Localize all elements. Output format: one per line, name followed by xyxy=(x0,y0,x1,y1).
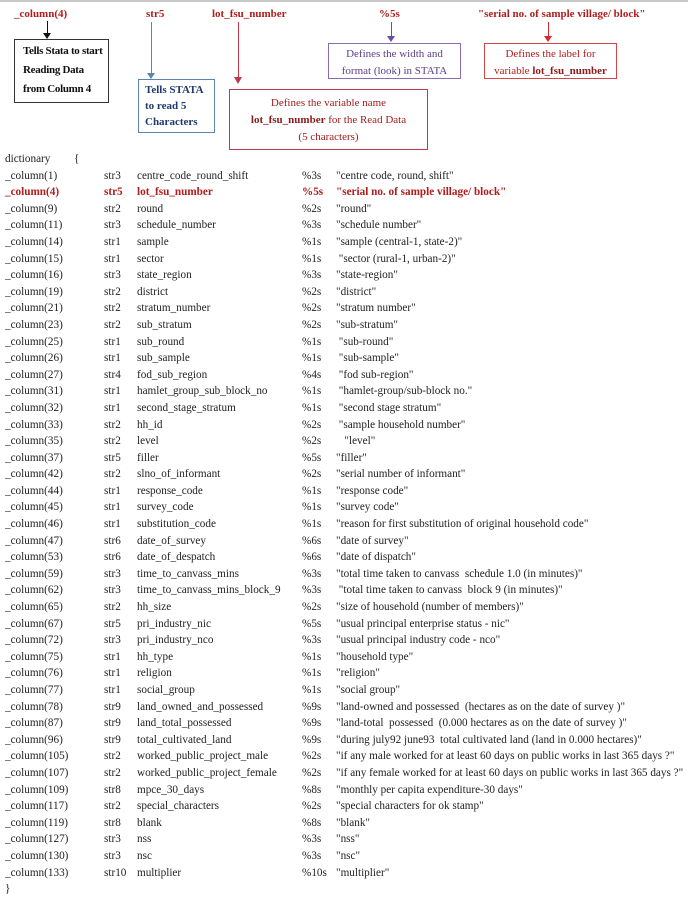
display-format: %1s xyxy=(302,501,322,514)
box-column-line: from Column 4 xyxy=(23,83,92,95)
arrow-format xyxy=(391,22,392,37)
annotation-box-column xyxy=(14,39,109,103)
column-spec: _column(105) xyxy=(5,750,69,763)
storage-type: str3 xyxy=(104,567,121,580)
dictionary-row xyxy=(5,732,688,749)
display-format: %2s xyxy=(302,302,322,315)
storage-type: str6 xyxy=(104,534,121,547)
box-type-line: Characters xyxy=(145,116,198,128)
display-format: %10s xyxy=(302,866,327,879)
arrow-type xyxy=(151,22,152,74)
variable-name: hh_type xyxy=(137,650,174,663)
variable-name: response_code xyxy=(137,484,203,497)
variable-label: "nsc" xyxy=(336,849,361,862)
column-spec: _column(76) xyxy=(5,667,63,680)
dictionary-row xyxy=(5,284,688,301)
column-spec: _column(42) xyxy=(5,468,63,481)
display-format: %9s xyxy=(302,733,322,746)
variable-name: round xyxy=(137,202,164,215)
dictionary-row xyxy=(5,715,688,732)
display-format: %5s xyxy=(302,186,324,199)
dictionary-row xyxy=(5,383,688,400)
column-spec: _column(133) xyxy=(5,866,69,879)
display-format: %6s xyxy=(302,534,322,547)
storage-type: str3 xyxy=(104,169,121,182)
variable-label: "response code" xyxy=(336,484,409,497)
dictionary-row xyxy=(5,251,688,268)
stata-dictionary xyxy=(5,151,688,897)
column-spec: _column(77) xyxy=(5,684,63,696)
open-brace: { xyxy=(74,153,80,165)
variable-label: "land-owned and possessed (hectares as on the date of survey )" xyxy=(336,700,626,713)
box-name-line3: (5 characters) xyxy=(298,131,359,143)
variable-name: land_total_possessed xyxy=(137,717,232,730)
storage-type: str2 xyxy=(104,766,121,779)
variable-label: "multiplier" xyxy=(336,866,390,879)
variable-name: fod_sub_region xyxy=(137,368,208,381)
storage-type: str1 xyxy=(104,650,121,663)
box-varlabel-varname: lot_fsu_number xyxy=(532,65,607,77)
variable-name: stratum_number xyxy=(137,302,211,315)
arrow-head-name-icon xyxy=(234,77,242,84)
dictionary-row xyxy=(5,682,688,699)
dictionary-row xyxy=(5,201,688,218)
dictionary-row xyxy=(5,499,688,516)
storage-type: str1 xyxy=(104,385,121,398)
dictionary-row xyxy=(5,267,688,284)
dictionary-row xyxy=(5,516,688,533)
variable-name: total_cultivated_land xyxy=(137,733,232,746)
variable-name: district xyxy=(137,285,169,298)
storage-type: str5 xyxy=(104,186,123,199)
close-brace: } xyxy=(5,883,11,896)
column-spec: _column(27) xyxy=(5,368,63,381)
variable-name: hh_id xyxy=(137,418,163,431)
variable-label: "second stage stratum" xyxy=(336,401,442,414)
display-format: %1s xyxy=(302,352,322,365)
display-format: %2s xyxy=(302,202,322,215)
column-spec: _column(37) xyxy=(5,451,63,464)
variable-label: "fod sub-region" xyxy=(336,368,414,381)
dictionary-row xyxy=(5,234,688,251)
box-type-line: to read 5 xyxy=(145,100,187,112)
column-spec: _column(127) xyxy=(5,833,69,846)
display-format: %3s xyxy=(302,833,322,846)
storage-type: str3 xyxy=(104,269,121,282)
column-spec: _column(4) xyxy=(5,186,60,199)
display-format: %1s xyxy=(302,518,322,531)
column-spec: _column(117) xyxy=(5,800,68,813)
display-format: %3s xyxy=(302,567,322,580)
box-varlabel-line1: Defines the label for xyxy=(505,48,596,60)
display-format: %3s xyxy=(302,219,322,232)
variable-label: "total time taken to canvass block 9 (in minutes)" xyxy=(336,584,563,597)
display-format: %5s xyxy=(302,451,322,464)
variable-name: hamlet_group_sub_block_no xyxy=(137,385,268,398)
storage-type: str9 xyxy=(104,717,121,730)
annotation-box-name xyxy=(229,89,428,150)
variable-label: "level" xyxy=(336,435,376,448)
column-spec: _column(78) xyxy=(5,700,63,713)
variable-label: "blank" xyxy=(336,816,370,829)
column-spec: _column(44) xyxy=(5,484,63,497)
variable-name: level xyxy=(137,435,159,448)
column-spec: _column(11) xyxy=(5,219,63,232)
storage-type: str1 xyxy=(104,401,121,414)
column-spec: _column(33) xyxy=(5,418,63,431)
variable-name: mpce_30_days xyxy=(137,783,205,796)
display-format: %2s xyxy=(302,418,322,431)
variable-name: religion xyxy=(137,667,172,680)
variable-name: sample xyxy=(137,235,169,248)
display-format: %9s xyxy=(302,700,322,713)
variable-name: second_stage_stratum xyxy=(137,401,236,414)
storage-type: str1 xyxy=(104,484,121,497)
variable-label: "sample (central-1, state-2)" xyxy=(336,235,463,248)
storage-type: str9 xyxy=(104,700,121,713)
display-format: %8s xyxy=(302,783,322,796)
display-format: %3s xyxy=(302,584,322,597)
storage-type: str2 xyxy=(104,750,121,763)
variable-label: "date of survey" xyxy=(336,534,409,547)
box-column-line: Tells Stata to start xyxy=(23,45,103,57)
display-format: %1s xyxy=(302,335,322,348)
variable-name: state_region xyxy=(137,269,192,282)
dictionary-row xyxy=(5,483,688,500)
storage-type: str4 xyxy=(104,368,121,381)
variable-label: "sub-round" xyxy=(336,335,394,348)
column-spec: _column(119) xyxy=(5,816,68,829)
column-spec: _column(109) xyxy=(5,783,69,796)
storage-type: str2 xyxy=(104,302,121,315)
top-border xyxy=(0,0,688,2)
variable-label: "round" xyxy=(336,202,372,215)
dictionary-row xyxy=(5,599,688,616)
variable-label: "district" xyxy=(336,285,377,298)
display-format: %3s xyxy=(302,634,322,647)
column-spec: _column(19) xyxy=(5,285,63,298)
storage-type: str1 xyxy=(104,352,121,365)
dictionary-header xyxy=(5,151,688,168)
variable-name: nss xyxy=(137,833,152,846)
dictionary-row xyxy=(5,184,688,201)
storage-type: str1 xyxy=(104,667,121,680)
variable-label: "schedule number" xyxy=(336,219,422,232)
variable-label: "usual principal industry code - nco" xyxy=(336,634,501,647)
variable-label: "sub-sample" xyxy=(336,352,399,365)
variable-name: substitution_code xyxy=(137,518,216,531)
display-format: %2s xyxy=(302,468,322,481)
variable-label: "religion" xyxy=(336,667,380,680)
annotation-varlabel-label: "serial no. of sample village/ block" xyxy=(478,8,646,20)
box-name-line2-rest: for the Read Data xyxy=(325,114,407,126)
dictionary-row xyxy=(5,168,688,185)
storage-type: str1 xyxy=(104,501,121,514)
variable-label: "nss" xyxy=(336,833,360,846)
dictionary-row xyxy=(5,848,688,865)
storage-type: str8 xyxy=(104,783,121,796)
storage-type: str3 xyxy=(104,219,121,232)
dictionary-row xyxy=(5,748,688,765)
variable-name: sub_stratum xyxy=(137,318,192,331)
storage-type: str1 xyxy=(104,235,121,248)
storage-type: str1 xyxy=(104,335,121,348)
storage-type: str2 xyxy=(104,435,121,448)
storage-type: str5 xyxy=(104,617,121,630)
dictionary-row xyxy=(5,334,688,351)
arrow-varlabel xyxy=(548,22,549,37)
storage-type: str3 xyxy=(104,849,121,862)
variable-label: "reason for first substitution of original household code" xyxy=(336,518,589,531)
column-spec: _column(75) xyxy=(5,650,63,663)
variable-name: date_of_despatch xyxy=(137,551,216,564)
display-format: %2s xyxy=(302,601,322,614)
dictionary-row xyxy=(5,815,688,832)
column-spec: _column(87) xyxy=(5,717,63,730)
box-name-line2 xyxy=(230,112,427,129)
variable-name: special_characters xyxy=(137,800,219,813)
storage-type: str2 xyxy=(104,418,121,431)
arrow-name xyxy=(238,22,239,78)
storage-type: str2 xyxy=(104,601,121,614)
display-format: %1s xyxy=(302,484,322,497)
variable-name: nsc xyxy=(137,849,152,862)
variable-name: worked_public_project_female xyxy=(137,766,277,779)
storage-type: str2 xyxy=(104,285,121,298)
column-spec: _column(14) xyxy=(5,235,63,248)
variable-label: "household type" xyxy=(336,650,414,663)
column-spec: _column(23) xyxy=(5,318,63,331)
column-spec: _column(9) xyxy=(5,202,58,215)
variable-label: "sample household number" xyxy=(336,418,466,431)
storage-type: str2 xyxy=(104,318,121,331)
column-spec: _column(1) xyxy=(5,169,58,182)
column-spec: _column(15) xyxy=(5,252,63,265)
box-varlabel-line2 xyxy=(485,63,616,80)
variable-label: "survey code" xyxy=(336,501,399,514)
column-spec: _column(96) xyxy=(5,733,63,746)
variable-label: "hamlet-group/sub-block no." xyxy=(336,385,473,398)
variable-label: "filler" xyxy=(336,451,367,464)
display-format: %1s xyxy=(302,650,322,663)
column-spec: _column(32) xyxy=(5,401,63,414)
display-format: %1s xyxy=(302,667,322,680)
dictionary-row xyxy=(5,616,688,633)
variable-name: schedule_number xyxy=(137,219,216,232)
dictionary-row xyxy=(5,649,688,666)
display-format: %2s xyxy=(302,766,322,779)
column-spec: _column(65) xyxy=(5,601,63,614)
variable-name: hh_size xyxy=(137,601,172,614)
annotation-box-type xyxy=(138,79,215,133)
variable-label: "sector (rural-1, urban-2)" xyxy=(336,252,456,265)
annotation-type-label: str5 xyxy=(146,8,165,20)
column-spec: _column(35) xyxy=(5,435,63,448)
column-spec: _column(21) xyxy=(5,302,63,315)
dictionary-row xyxy=(5,582,688,599)
variable-label: "serial number of informant" xyxy=(336,468,466,481)
display-format: %6s xyxy=(302,551,322,564)
storage-type: str5 xyxy=(104,451,121,464)
variable-label: "if any male worked for at least 60 days on public works in last 365 days ?" xyxy=(336,750,675,763)
box-name-varname: lot_fsu_number xyxy=(250,114,326,126)
dictionary-row xyxy=(5,317,688,334)
arrow-head-varlabel-icon xyxy=(544,36,552,42)
dictionary-row xyxy=(5,450,688,467)
display-format: %2s xyxy=(302,750,322,763)
storage-type: str10 xyxy=(104,866,127,879)
variable-name: sub_sample xyxy=(137,352,190,365)
box-column-line: Reading Data xyxy=(23,64,84,76)
variable-label: "if any female worked for at least 60 days on public works in last 365 days ?" xyxy=(336,766,684,779)
variable-name: date_of_survey xyxy=(137,534,206,547)
dictionary-row xyxy=(5,217,688,234)
variable-label: "special characters for ok stamp" xyxy=(336,800,484,813)
storage-type: str3 xyxy=(104,634,121,647)
annotation-box-format xyxy=(328,43,461,79)
display-format: %8s xyxy=(302,816,322,829)
dictionary-rows xyxy=(5,168,688,882)
variable-label: "total time taken to canvass schedule 1.0 (in minutes)" xyxy=(336,567,583,580)
dictionary-row xyxy=(5,433,688,450)
column-spec: _column(45) xyxy=(5,501,63,514)
variable-name: social_group xyxy=(137,684,195,696)
variable-name: time_to_canvass_mins_block_9 xyxy=(137,584,281,597)
dictionary-row xyxy=(5,367,688,384)
dictionary-row xyxy=(5,300,688,317)
dictionary-row xyxy=(5,765,688,782)
storage-type: str3 xyxy=(104,584,121,597)
variable-label: "stratum number" xyxy=(336,302,416,315)
variable-name: sub_round xyxy=(137,335,185,348)
display-format: %2s xyxy=(302,318,322,331)
variable-name: pri_industry_nic xyxy=(137,617,211,630)
column-spec: _column(31) xyxy=(5,385,63,398)
annotation-column-label: _column(4) xyxy=(14,8,68,20)
display-format: %1s xyxy=(302,235,322,248)
display-format: %1s xyxy=(302,252,322,265)
dictionary-row xyxy=(5,798,688,815)
dictionary-row xyxy=(5,566,688,583)
dictionary-row xyxy=(5,549,688,566)
variable-name: survey_code xyxy=(137,501,194,514)
column-spec: _column(53) xyxy=(5,551,63,564)
variable-label: "during july92 june93 total cultivated land (land in 0.000 hectares)" xyxy=(336,733,642,746)
dictionary-keyword: dictionary xyxy=(5,153,51,165)
storage-type: str9 xyxy=(104,733,121,746)
display-format: %9s xyxy=(302,717,322,730)
display-format: %1s xyxy=(302,385,322,398)
variable-label: "sub-stratum" xyxy=(336,318,398,331)
annotation-name-label: lot_fsu_number xyxy=(212,8,287,20)
display-format: %3s xyxy=(302,269,322,282)
dictionary-row xyxy=(5,533,688,550)
display-format: %2s xyxy=(302,435,322,448)
variable-label: "social group" xyxy=(336,684,401,696)
dictionary-row xyxy=(5,831,688,848)
dictionary-row xyxy=(5,466,688,483)
variable-label: "centre code, round, shift" xyxy=(336,169,454,182)
display-format: %2s xyxy=(302,800,322,813)
variable-name: sector xyxy=(137,252,164,265)
storage-type: str2 xyxy=(104,202,121,215)
variable-name: blank xyxy=(137,816,162,829)
storage-type: str2 xyxy=(104,800,121,813)
storage-type: str2 xyxy=(104,468,121,481)
storage-type: str3 xyxy=(104,833,121,846)
storage-type: str8 xyxy=(104,816,121,829)
display-format: %4s xyxy=(302,368,322,381)
display-format: %3s xyxy=(302,849,322,862)
variable-name: time_to_canvass_mins xyxy=(137,567,239,580)
column-spec: _column(72) xyxy=(5,634,63,647)
variable-name: filler xyxy=(137,451,159,464)
dictionary-row xyxy=(5,665,688,682)
annotation-format-label: %5s xyxy=(379,8,400,20)
box-varlabel-prefix: variable xyxy=(494,65,533,77)
dictionary-row xyxy=(5,350,688,367)
variable-label: "monthly per capita expenditure-30 days" xyxy=(336,783,523,796)
variable-label: "usual principal enterprise status - nic" xyxy=(336,617,510,630)
display-format: %3s xyxy=(302,169,322,182)
display-format: %1s xyxy=(302,684,322,696)
column-spec: _column(107) xyxy=(5,766,69,779)
variable-name: slno_of_informant xyxy=(137,468,221,481)
display-format: %2s xyxy=(302,285,322,298)
storage-type: str6 xyxy=(104,551,121,564)
variable-name: land_owned_and_possessed xyxy=(137,700,264,713)
column-spec: _column(130) xyxy=(5,849,69,862)
variable-label: "size of household (number of members)" xyxy=(336,601,524,614)
storage-type: str1 xyxy=(104,252,121,265)
storage-type: str1 xyxy=(104,518,121,531)
dictionary-row xyxy=(5,782,688,799)
variable-label: "serial no. of sample village/ block" xyxy=(336,186,507,199)
column-spec: _column(67) xyxy=(5,617,63,630)
variable-label: "date of dispatch" xyxy=(336,551,416,564)
column-spec: _column(25) xyxy=(5,335,63,348)
column-spec: _column(62) xyxy=(5,584,63,597)
column-spec: _column(16) xyxy=(5,269,63,282)
display-format: %5s xyxy=(302,617,322,630)
variable-label: "state-region" xyxy=(336,269,398,282)
variable-name: pri_industry_nco xyxy=(137,634,214,647)
variable-name: worked_public_project_male xyxy=(137,750,269,763)
variable-name: centre_code_round_shift xyxy=(137,169,249,182)
dictionary-row xyxy=(5,699,688,716)
annotation-box-varlabel xyxy=(484,43,617,79)
dictionary-row xyxy=(5,417,688,434)
box-format-line: format (look) in STATA xyxy=(341,65,448,77)
box-format-line: Defines the width and xyxy=(346,48,443,60)
column-spec: _column(26) xyxy=(5,352,63,365)
dictionary-row xyxy=(5,865,688,882)
column-spec: _column(59) xyxy=(5,567,63,580)
variable-label: "land-total possessed (0.000 hectares as on the date of survey )" xyxy=(336,717,627,730)
column-spec: _column(46) xyxy=(5,518,63,531)
storage-type: str1 xyxy=(104,684,121,696)
box-type-line: Tells STATA xyxy=(145,84,204,96)
variable-name: multiplier xyxy=(137,866,182,879)
dictionary-row xyxy=(5,400,688,417)
variable-name: lot_fsu_number xyxy=(137,186,213,199)
column-spec: _column(47) xyxy=(5,534,63,547)
arrow-head-format-icon xyxy=(387,36,395,42)
display-format: %1s xyxy=(302,401,322,414)
box-name-line1: Defines the variable name xyxy=(270,97,387,109)
dictionary-row xyxy=(5,632,688,649)
